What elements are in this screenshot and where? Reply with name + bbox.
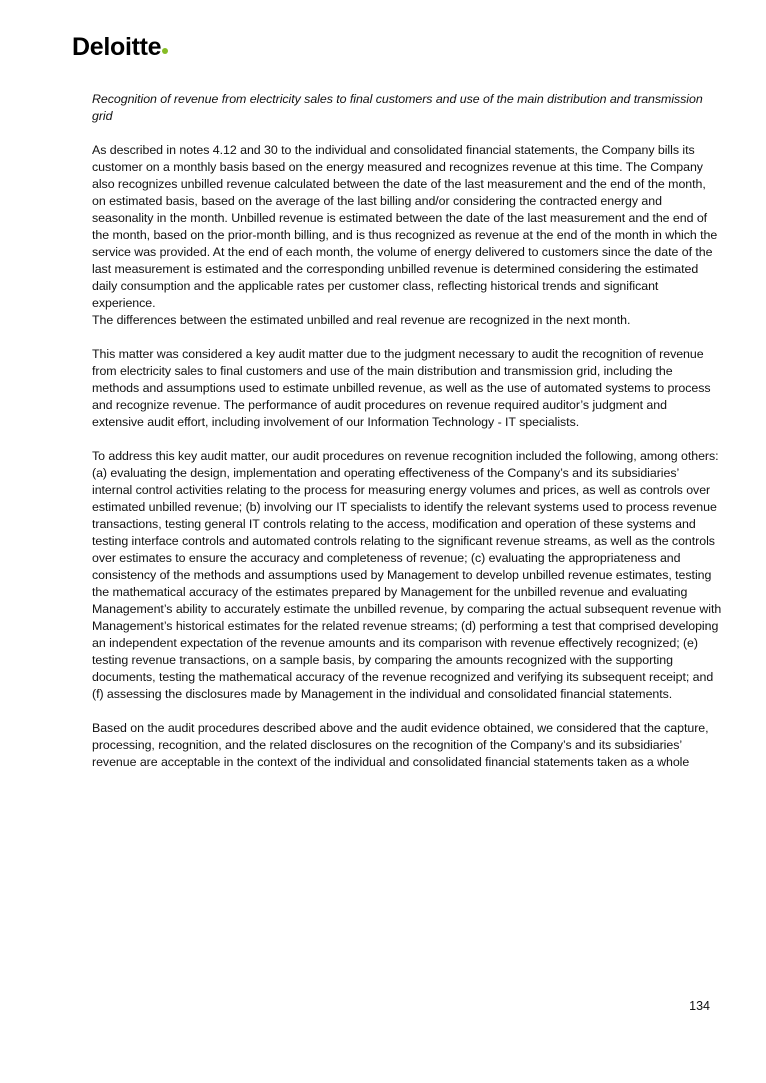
paragraph-revenue-differences: The differences between the estimated unbilled and real revenue are recognized in the next month.	[92, 313, 631, 327]
page-number: 134	[689, 999, 710, 1013]
logo-text: Deloitte	[72, 33, 162, 61]
paragraph-audit-procedures: To address this key audit matter, our audit procedures on revenue recognition included the following, among others: (a) evaluating the design, implementation and operating effectiveness of the Company’s and its subsidiaries’ internal control activities relating to the process for measuring energy volumes and prices, as well as controls over estimated unbilled revenue; (b) involving our IT specialists to identify the relevant systems used to process revenue transactions, testing general IT controls relating to the access, modification and operation of these systems and testing interface controls and automated controls relating to the significant revenue streams, as well as the controls over estimates to ensure the accuracy and completeness of revenue; (c) evaluating the appropriateness and consistency of the methods and assumptions used by Management to develop unbilled revenue estimates, testing the mathematical accuracy of the estimates prepared by Management for the unbilled revenue and evaluating Management’s ability to accurately estimate the unbilled revenue, by comparing the actual subsequent revenue with Management’s historical estimates for the related revenue streams; (d) performing a test that comprised developing an independent expectation of the revenue amounts and its comparison with revenue effectively recognized; (e) testing revenue transactions, on a sample basis, by comparing the amounts recognized with the supporting documents, testing the mathematical accuracy of the revenue recognized and verifying its subsequent receipt; and (f) assessing the disclosures made by Management in the individual and consolidated financial statements.	[92, 449, 722, 701]
paragraph-revenue-billing: As described in notes 4.12 and 30 to the individual and consolidated financial statements, the Company bills its customer on a monthly basis based on the energy measured and recognizes revenue at this time. The Company also recognizes unbilled revenue calculated between the date of the last measurement and the end of the month, on estimated basis, based on the average of the last billing and/or considering the contracted energy and seasonality in the month. Unbilled revenue is estimated between the date of the last measurement and the end of the month, based on the prior-month billing, and is thus recognized as revenue at the end of the month in which the service was provided. At the end of each month, the volume of energy delivered to customers since the date of the last measurement is estimated and the corresponding unbilled revenue is determined considering the estimated daily consumption and the applicable rates per customer class, reflecting historical trends and significant experience.	[92, 143, 718, 310]
logo-dot-icon	[162, 48, 168, 54]
section-heading: Recognition of revenue from electricity sales to final customers and use of the main distribution and transmission grid	[92, 92, 703, 123]
document-body	[92, 91, 722, 788]
paragraph-key-audit-matter: This matter was considered a key audit matter due to the judgment necessary to audit the recognition of revenue from electricity sales to final customers and use of the main distribution and transmission grid, including the methods and assumptions used to estimate unbilled revenue, as well as the use of automated systems to process and recognize revenue. The performance of audit procedures on revenue required auditor’s judgment and extensive audit effort, including involvement of our Information Technology - IT specialists.	[92, 347, 711, 429]
paragraph-conclusion: Based on the audit procedures described above and the audit evidence obtained, we considered that the capture, processing, recognition, and the related disclosures on the recognition of the Company’s and its subsidiaries’ revenue are acceptable in the context of the individual and consolidated financial statements taken as a whole	[92, 721, 709, 769]
deloitte-logo	[72, 30, 168, 64]
